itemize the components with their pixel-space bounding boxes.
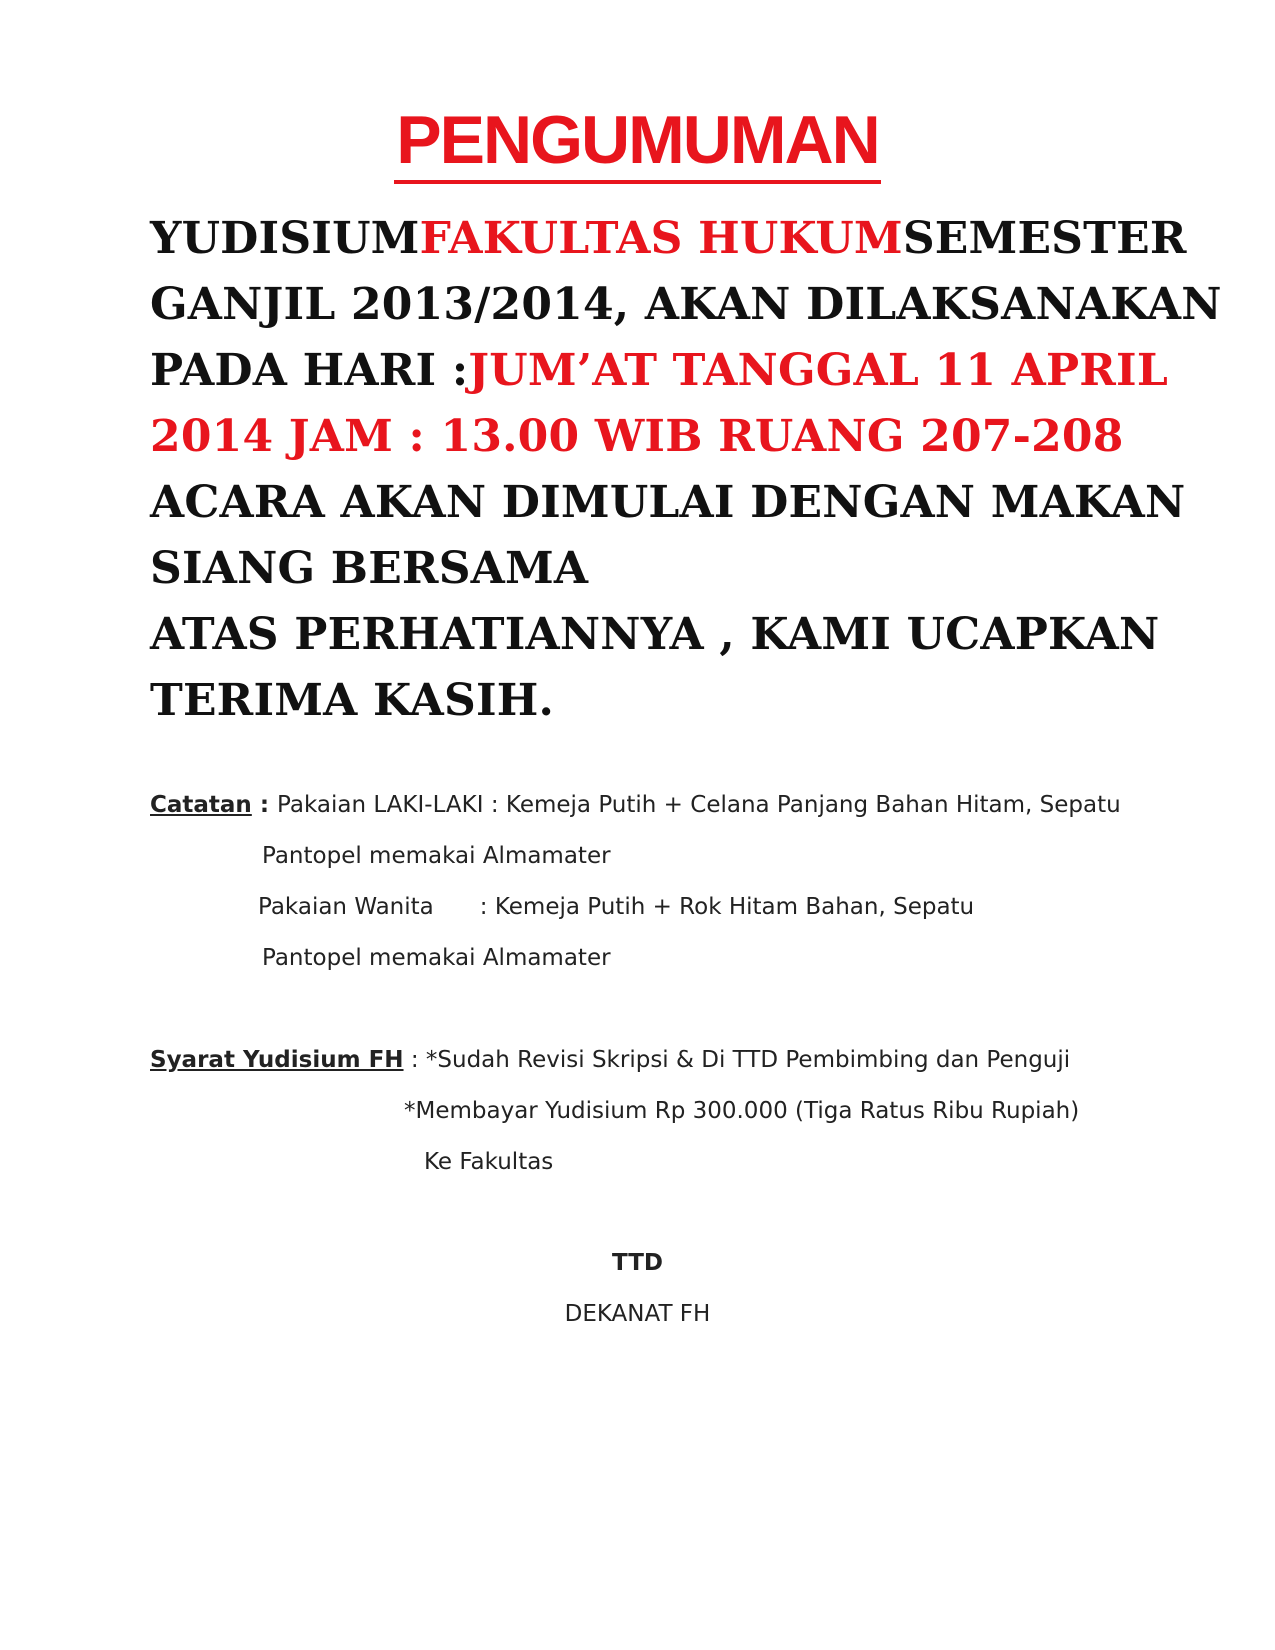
syarat-label: Syarat Yudisium FH: [150, 1047, 404, 1073]
headline-line-6: SIANG BERSAMA: [150, 543, 589, 594]
signature-ttd: TTD: [612, 1250, 663, 1276]
signature-dekanat: DEKANAT FH: [564, 1301, 711, 1327]
syarat-line-1: Syarat Yudisium FH : *Sudah Revisi Skripsi & Di TTD Pembimbing dan Penguji: [150, 1047, 1071, 1073]
headline-line-2: GANJIL 2013/2014, AKAN DILAKSANAKAN: [150, 279, 1222, 330]
headline-line-5: ACARA AKAN DIMULAI DENGAN MAKAN: [150, 477, 1186, 528]
headline-line-7: ATAS PERHATIANNYA , KAMI UCAPKAN: [150, 609, 1160, 660]
syarat-line-3: Ke Fakultas: [424, 1149, 554, 1175]
catatan-wanita-line-2: Pantopel memakai Almamater: [262, 945, 611, 971]
headline-line-8: TERIMA KASIH.: [150, 675, 555, 726]
catatan-label: Catatan: [150, 792, 252, 818]
headline-line-4: 2014 JAM : 13.00 WIB RUANG 207-208: [150, 411, 1124, 462]
catatan-line-1: Catatan : Pakaian LAKI-LAKI : Kemeja Putih + Celana Panjang Bahan Hitam, Sepatu: [150, 792, 1121, 818]
headline-line-1: YUDISIUM FAKULTAS HUKUM SEMESTER: [150, 213, 1187, 264]
page-title: PENGUMUMAN: [0, 100, 1275, 184]
headline-line-3: PADA HARI : JUM’AT TANGGAL 11 APRIL: [150, 345, 1168, 396]
syarat-line-2: *Membayar Yudisium Rp 300.000 (Tiga Ratus Ribu Rupiah): [404, 1098, 1080, 1124]
announcement-headline: [150, 206, 1222, 734]
catatan-line-2: Pantopel memakai Almamater: [262, 843, 611, 869]
catatan-wanita-line-1: Pakaian Wanita : Kemeja Putih + Rok Hitam Bahan, Sepatu: [258, 894, 975, 920]
